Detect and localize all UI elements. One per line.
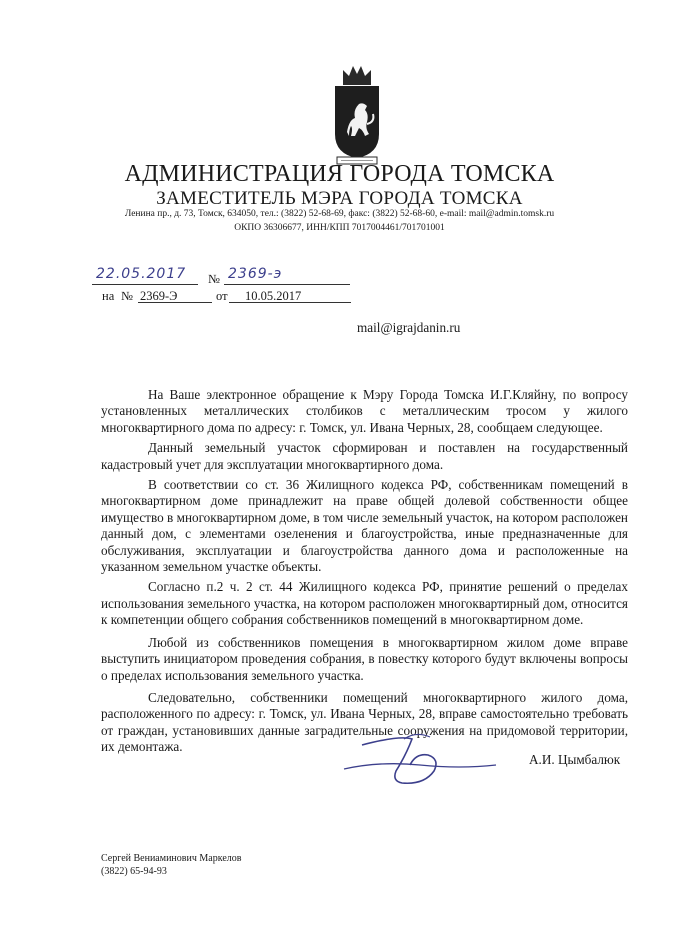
reply-number-underline — [138, 302, 212, 303]
outgoing-date: 22.05.2017 — [96, 266, 187, 282]
tomsk-coat-of-arms-icon — [329, 62, 385, 168]
outgoing-number-sign: № — [208, 272, 220, 286]
org-title: АДМИНИСТРАЦИЯ ГОРОДА ТОМСКА — [124, 161, 555, 187]
outgoing-number-underline — [224, 284, 350, 285]
org-registry: ОКПО 36306677, ИНН/КПП 7017004461/701701001 — [234, 223, 445, 233]
executor-name: Сергей Вениаминович Маркелов — [101, 853, 242, 864]
reply-prefix: на — [102, 289, 115, 303]
signer-name: А.И. Цымбалюк — [529, 752, 621, 767]
body-paragraph: Данный земельный участок сформирован и поставлен на государственный кадастровый учет для эксплуатации многоквартирного дома. — [101, 440, 628, 472]
handwritten-signature — [340, 725, 500, 793]
reply-from-label: от — [216, 289, 228, 303]
reply-date-underline — [229, 302, 351, 303]
body-paragraph: Следовательно, собственники помещений многоквартирного жилого дома, расположенного по адресу: г. Томск, ул. Ивана Черных, 28, вправе самостоятельно требовать от граждан, установивших данные заградительные сооружения на придомовой территории, их демонтажа. — [101, 689, 628, 755]
outgoing-number: 2369-э — [228, 266, 283, 282]
outgoing-date-underline — [92, 284, 198, 285]
body-paragraph: В соответствии со ст. 36 Жилищного кодекса РФ, собственникам помещений в многоквартирном доме принадлежит на праве общей долевой собственности общее имущество в многоквартирном доме, в том числе земельный участок, на котором расположен данный дом, с элементами озеленения и благоустройства, иные предназначенные для обслуживания, эксплуатации и благоустройства данного дома и расположенные на указанном земельном участке объекты. — [101, 477, 628, 575]
executor-phone: (3822) 65-94-93 — [101, 866, 167, 877]
reply-number-label: № — [121, 289, 133, 303]
executor-block — [101, 852, 241, 878]
reply-number: 2369-Э — [140, 289, 178, 303]
recipient-email: mail@igrajdanin.ru — [357, 320, 461, 335]
org-address: Ленина пр., д. 73, Томск, 634050, тел.: (3822) 52-68-69, факс: (3822) 52-68-60, e-mail: mail@admin.tomsk.ru — [124, 209, 555, 219]
letter-body — [101, 387, 628, 760]
reply-date: 10.05.2017 — [245, 289, 302, 303]
body-paragraph: Любой из собственников помещения в многоквартирном жилом доме вправе выступить инициатором проведения собрания, в повестку которого будут включены вопросы о пределах использования земельного участка. — [101, 634, 628, 683]
body-paragraph: Согласно п.2 ч. 2 ст. 44 Жилищного кодекса РФ, принятие решений о пределах использования земельного участка, на котором расположен многоквартирный дом, относится к компетенции общего собрания собственников помещений в многоквартирном доме. — [101, 579, 628, 628]
body-paragraph: На Ваше электронное обращение к Мэру Города Томска И.Г.Кляйну, по вопросу установленных металлических столбиков с металлическим тросом у жилого многоквартирного дома по адресу: г. Томск, ул. Ивана Черных, 28, сообщаем следующее. — [101, 387, 628, 435]
org-subtitle: ЗАМЕСТИТЕЛЬ МЭРА ГОРОДА ТОМСКА — [156, 188, 523, 209]
